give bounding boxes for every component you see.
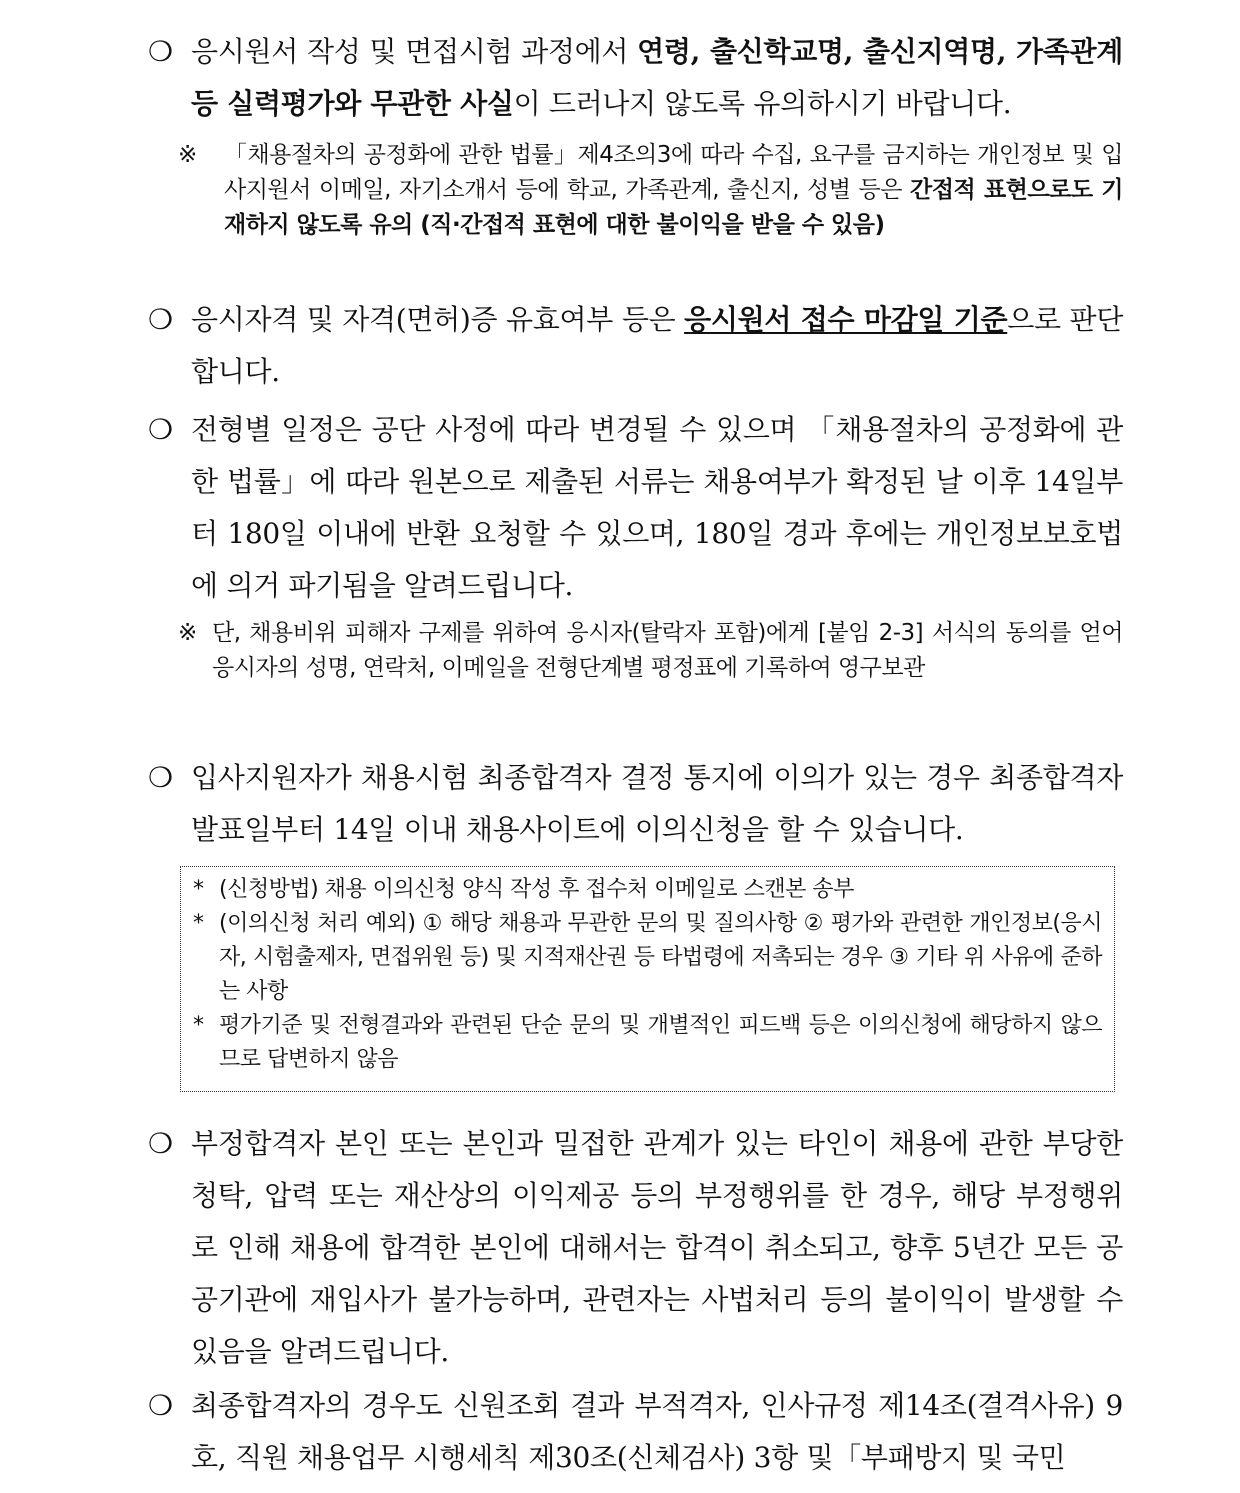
emphasis-text: 연령, 출신학교명, 출신지역명, 가족관계 등 실력평가와 무관한 사실 [191, 35, 1123, 120]
asterisk-icon: * [193, 911, 204, 936]
box-line-exceptions: * (이의신청 처리 예외) ① 해당 채용과 무관한 문의 및 질의사항 ② 평가와 관련한 개인정보(응시자, 시험출제자, 면접위원 등) 및 지적재산권 등 타법령에 저촉되는 경우 ③ 기타 위 사유에 준하는 사항 [193, 907, 1102, 1009]
note-text: 단, 채용비위 피해자 구제를 위하여 응시자(탈락자 포함)에게 [붙임 2-3] 서식의 동의를 얻어 응시자의 성명, 연락처, 이메일을 전형단계별 평정표에 기록하여 영구보관 [212, 620, 1123, 681]
notice-item-fraud [148, 1118, 1123, 1378]
notice-item-final-check [148, 1380, 1123, 1484]
reference-mark-icon: ※ [178, 620, 198, 646]
asterisk-icon: * [193, 877, 204, 902]
bullet-circle-icon: ❍ [148, 1127, 174, 1160]
notice-item-objection [148, 752, 1123, 856]
notice-item-age-school [148, 26, 1123, 130]
asterisk-icon: * [193, 1013, 204, 1038]
note-fair-hiring-law [178, 138, 1123, 243]
box-line-method: * (신청방법) 채용 이의신청 양식 작성 후 접수처 이메일로 스캔본 송부 [193, 873, 1102, 907]
bullet-circle-icon: ❍ [148, 761, 174, 794]
notice-item-qualification [148, 294, 1123, 398]
notice-item-schedule-documents [148, 404, 1123, 612]
notice-text: 응시원서 작성 및 면접시험 과정에서 연령, 출신학교명, 출신지역명, 가족관계 등 실력평가와 무관한 사실이 드러나지 않도록 유의하시기 바랍니다. [191, 35, 1123, 120]
bullet-circle-icon: ❍ [148, 413, 174, 446]
emphasis-text: 간접적 표현으로도 기재하지 않도록 유의 (직·간접적 표현에 대한 불이익을 받을 수 있음) [224, 177, 1123, 238]
reference-mark-icon: ※ [178, 142, 198, 168]
notice-text: 응시자격 및 자격(면허)증 유효여부 등은 응시원서 접수 마감일 기준으로 판단합니다. [191, 303, 1123, 388]
bullet-circle-icon: ❍ [148, 303, 174, 336]
note-text: 「채용절차의 공정화에 관한 법률」제4조의3에 따라 수집, 요구를 금지하는 개인정보 및 입사지원서 이메일, 자기소개서 등에 학교, 가족관계, 출신지, 성별 등은 간접적 표현으로도 기재하지 않도록 유의 (직·간접적 표현에 대한 불이익을 받을 수 있음) [224, 142, 1123, 238]
notice-text: 부정합격자 본인 또는 본인과 밀접한 관계가 있는 타인이 채용에 관한 부당한 청탁, 압력 또는 재산상의 이익제공 등의 부정행위를 한 경우, 해당 부정행위로 인해 채용에 합격한 본인에 대해서는 합격이 취소되고, 향후 5년간 모든 공공기관에 재입사가 불가능하며, 관련자는 사법처리 등의 불이익이 발생할 수 있음을 알려드립니다. [191, 1127, 1123, 1368]
bullet-circle-icon: ❍ [148, 1389, 174, 1422]
objection-info-box [180, 866, 1115, 1092]
underlined-emphasis: 응시원서 접수 마감일 기준 [684, 303, 1008, 336]
note-victim-relief [178, 616, 1123, 686]
bullet-circle-icon: ❍ [148, 35, 174, 68]
notice-text: 전형별 일정은 공단 사정에 따라 변경될 수 있으며 「채용절차의 공정화에 관한 법률」에 따라 원본으로 제출된 서류는 채용여부가 확정된 날 이후 14일부터 180일 이내에 반환 요청할 수 있으며, 180일 경과 후에는 개인정보보호법에 의거 파기됨을 알려드립니다. [191, 413, 1123, 602]
notice-text: 최종합격자의 경우도 신원조회 결과 부적격자, 인사규정 제14조(결격사유) 9호, 직원 채용업무 시행세칙 제30조(신체검사) 3항 및「부패방지 및 국민 [191, 1389, 1123, 1474]
box-line-criteria: * 평가기준 및 전형결과와 관련된 단순 문의 및 개별적인 피드백 등은 이의신청에 해당하지 않으므로 답변하지 않음 [193, 1009, 1102, 1077]
notice-text: 입사지원자가 채용시험 최종합격자 결정 통지에 이의가 있는 경우 최종합격자 발표일부터 14일 이내 채용사이트에 이의신청을 할 수 있습니다. [191, 761, 1123, 846]
